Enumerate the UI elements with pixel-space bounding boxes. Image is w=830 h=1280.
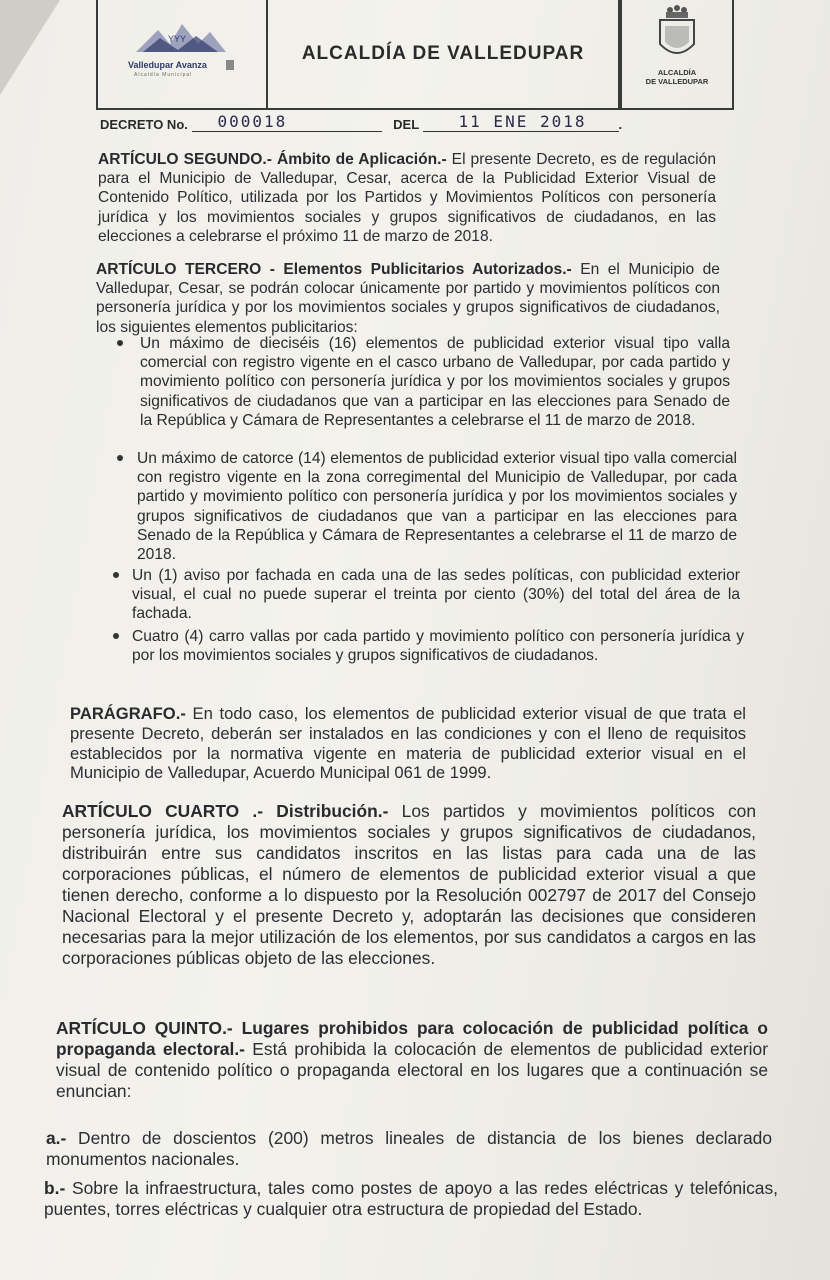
article-5-heading: ARTÍCULO QUINTO.- Lugares prohibidos para colocación de publicidad política o propaganda electoral.-	[56, 1018, 768, 1059]
article-3-bullet-1: Un máximo de dieciséis (16) elementos de publicidad exterior visual tipo valla comercial con registro vigente en el casco urbano de Valledupar, por cada partido y movimiento político con personería jurídica y por los movimientos sociales y grupos significativos de ciudadanos que van a participar en las elecciones para Senado de la República y Cámara de Representantes a celebrarse el 11 de marzo de 2018.	[140, 335, 730, 429]
logo-graphic-icon	[98, 0, 266, 108]
bullet-icon	[113, 572, 119, 578]
bullet-icon	[117, 455, 123, 461]
decree-date: 11 ENE 2018	[458, 112, 587, 131]
item-a	[46, 1128, 772, 1170]
svg-text:YYY: YYY	[168, 34, 187, 44]
article-3-text: En el Municipio de Valledupar, Cesar, se podrán colocar únicamente por partido y movimientos políticos con personería jurídica y por los movimientos sociales y grupos significativos de ciudadanos, los siguientes elementos publicitarios:	[96, 261, 720, 336]
paragrafo	[70, 704, 746, 783]
article-3-bullet-3: Un (1) aviso por fachada en cada una de las sedes políticas, con publicidad exterior visual, el cual no puede superar el treinta por ciento (30%) del total del área de la fachada.	[132, 567, 740, 623]
coat-of-arms-icon	[622, 0, 732, 66]
valledupar-avanza-logo	[98, 0, 268, 108]
item-a-label: a.-	[46, 1128, 67, 1148]
letterhead	[96, 0, 620, 110]
seal-label-line-2: DE VALLEDUPAR	[645, 77, 709, 86]
article-4	[62, 801, 756, 969]
article-3-heading: ARTÍCULO TERCERO - Elementos Publicitarios Autorizados.-	[96, 261, 572, 278]
article-4-heading: ARTÍCULO CUARTO .- Distribución.-	[62, 801, 389, 821]
paragrafo-text: En todo caso, los elementos de publicidad exterior visual de que trata el presente Decreto, deberán ser instalados en las condiciones y con el lleno de requisitos establecidos por la normativa vigente en materia de publicidad exterior visual en el Municipio de Valledupar, Acuerdo Municipal 061 de 1999.	[70, 704, 746, 783]
folded-corner	[0, 0, 60, 95]
decree-number: 000018	[217, 112, 288, 131]
article-4-text: Los partidos y movimientos políticos con personería jurídica, los movimientos sociales y grupos significativos de ciudadanos, distribuirán entre sus candidatos inscritos en las listas para cada una de las corporaciones públicas, el número de elementos de publicidad exterior visual a que tienen derecho, conforme a lo dispuesto por la Resolución 002797 de 2017 del Consejo Nacional Electoral y el presente Decreto y, adoptarán las decisiones que consideren necesarias para la mejor utilización de los elementos, por sus candidatos a cargos en las corporaciones públicas objeto de las elecciones.	[62, 801, 756, 968]
article-3-bullet-4: Cuatro (4) carro vallas por cada partido y movimiento político con personería jurídica y por los movimientos sociales y grupos significativos de ciudadanos.	[132, 628, 744, 665]
item-b-text: Sobre la infraestructura, tales como postes de apoyo a las redes eléctricas y telefónicas, puentes, torres eléctricas y cualquier otra estructura de propiedad del Estado.	[44, 1178, 778, 1219]
bullet-icon	[117, 340, 123, 346]
decree-line: DECRETO No. 000018 DEL 11 ENE 2018 .	[100, 112, 623, 132]
item-a-text: Dentro de doscientos (200) metros lineales de distancia de los bienes declarado monumentos nacionales.	[46, 1128, 772, 1169]
article-5	[56, 1018, 768, 1102]
logo-subtext: Alcaldía Municipal	[134, 72, 193, 78]
article-5-text: Está prohibida la colocación de elementos de publicidad exterior visual de contenido político o propaganda electoral en los lugares que a continuación se enuncian:	[56, 1039, 768, 1101]
seal-label-line-1: ALCALDÍA	[657, 68, 697, 77]
item-b-label: b.-	[44, 1178, 66, 1198]
article-2	[98, 150, 716, 246]
article-2-text: El presente Decreto, es de regulación para el Municipio de Valledupar, Cesar, acerca de la Publicidad Exterior Visual de Contenido Político, utilizada por los Partidos y Movimientos Políticos con personería jurídica y los movimientos sociales y grupos significativos de ciudadanos, en las elecciones a celebrarse el próximo 11 de marzo de 2018.	[98, 151, 716, 245]
bullet-icon	[113, 633, 119, 639]
municipal-seal	[620, 0, 734, 110]
paragrafo-heading: PARÁGRAFO.-	[70, 704, 186, 723]
item-b	[44, 1178, 778, 1220]
article-3	[96, 260, 720, 337]
article-3-bullet-2: Un máximo de catorce (14) elementos de publicidad exterior visual tipo valla comercial con registro vigente en la zona corregimental del Municipio de Valledupar, por cada partido y movimiento político con personería jurídica y por los movimientos sociales y grupos significativos de ciudadanos que van a participar en las elecciones para Senado de la República y Cámara de Representantes a celebrarse el 11 de marzo de 2018.	[137, 450, 737, 564]
decree-label: DECRETO No.	[100, 117, 188, 132]
article-2-heading: ARTÍCULO SEGUNDO.- Ámbito de Aplicación.-	[98, 151, 447, 168]
page-title: ALCALDÍA DE VALLEDUPAR	[301, 43, 585, 64]
logo-text: Valledupar Avanza	[128, 60, 207, 70]
decree-del-label: DEL	[393, 117, 419, 132]
